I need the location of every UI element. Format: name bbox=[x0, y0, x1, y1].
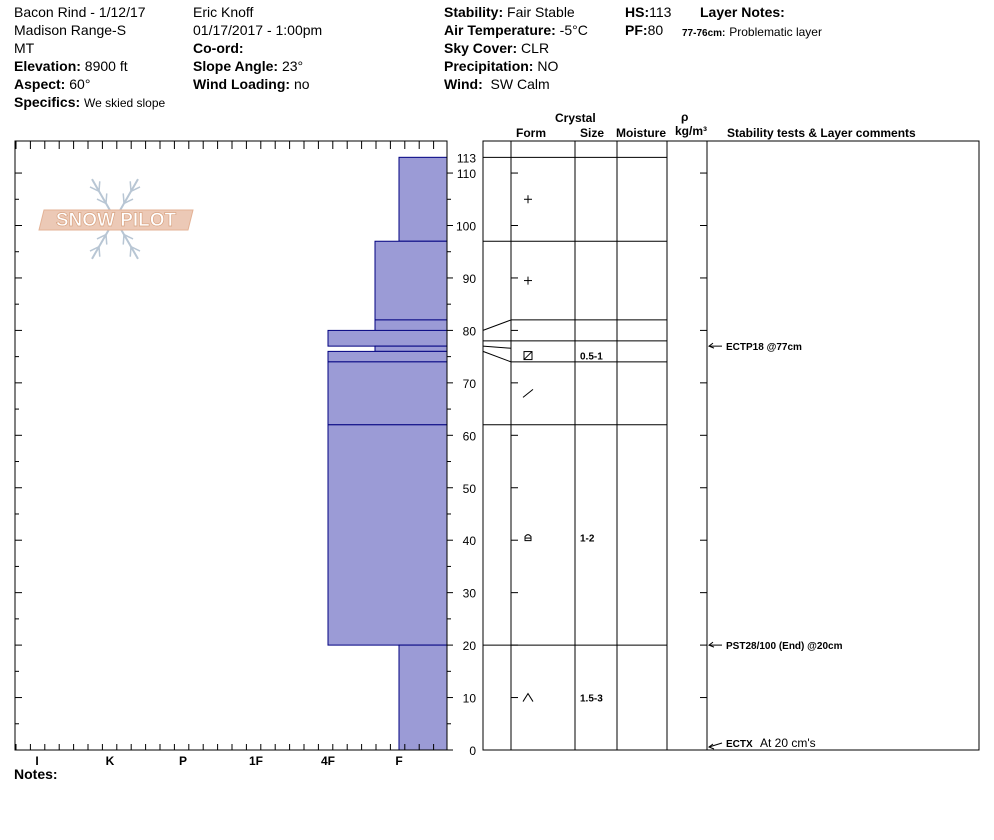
height-tick-label: 90 bbox=[462, 271, 476, 286]
stability-value: Fair Stable bbox=[507, 4, 575, 20]
hardness-layer bbox=[328, 362, 447, 425]
hardness-layer bbox=[328, 425, 447, 645]
hardness-tick-label: I bbox=[35, 754, 39, 768]
form-header: Form bbox=[516, 126, 546, 140]
layer-notes-label: Layer Notes: bbox=[700, 4, 785, 20]
form-symbol-slash bbox=[523, 389, 533, 397]
boundary-connector bbox=[483, 351, 511, 361]
test-result: PST28/100 (End) @20cm bbox=[726, 641, 843, 653]
layer-note-range: 77-76cm: bbox=[682, 28, 726, 39]
height-tick-label: 30 bbox=[462, 586, 476, 601]
observer: Eric Knoff bbox=[193, 4, 254, 20]
slope-value: 23° bbox=[281, 58, 304, 74]
datetime: 01/17/2017 - 1:00pm bbox=[193, 22, 323, 38]
state: MT bbox=[14, 40, 35, 56]
hardness-layer bbox=[328, 330, 447, 346]
hardness-layers bbox=[328, 157, 447, 750]
coord-label: Co-ord: bbox=[193, 40, 244, 56]
layer-note-text: Problematic layer bbox=[729, 25, 822, 39]
form-symbol-facet bbox=[524, 352, 532, 360]
test-result: ECTP18 @77cm bbox=[726, 342, 802, 354]
wind-loading-value: no bbox=[293, 76, 310, 92]
table-frame bbox=[483, 141, 979, 750]
wind-loading-label: Wind Loading: bbox=[193, 76, 291, 92]
test-result: ECTX bbox=[726, 739, 753, 750]
elevation-value: 8900 ft bbox=[84, 58, 128, 74]
snowflake-branch bbox=[130, 181, 131, 191]
height-tick-label: 60 bbox=[462, 429, 476, 444]
snowflake-branch bbox=[99, 181, 100, 191]
hs-label: HS: bbox=[625, 4, 650, 20]
air-temp-label: Air Temperature: bbox=[444, 22, 556, 38]
sky-label: Sky Cover: bbox=[444, 40, 518, 56]
elevation-label: Elevation: bbox=[14, 58, 81, 74]
density-unit-header: kg/m³ bbox=[675, 124, 708, 138]
form-symbol-depth-hoar bbox=[523, 694, 533, 702]
wind-value: SW Calm bbox=[490, 76, 550, 92]
snowflake-branch bbox=[106, 235, 107, 245]
stability-label: Stability: bbox=[444, 4, 504, 20]
precip-value: NO bbox=[537, 58, 559, 74]
air-temp-value: -5°C bbox=[559, 22, 588, 38]
hardness-layer bbox=[328, 351, 447, 361]
boundary-connector bbox=[483, 320, 511, 330]
height-tick-label: 113 bbox=[456, 151, 476, 166]
logo-text: SNOW PILOT bbox=[55, 210, 177, 231]
test-comment: At 20 cm's bbox=[760, 736, 816, 750]
wind-label: Wind: bbox=[444, 76, 483, 92]
rho-header: ρ bbox=[681, 110, 689, 124]
height-tick-label: 70 bbox=[462, 376, 476, 391]
location: Bacon Rind - 1/12/17 bbox=[14, 4, 146, 20]
height-tick-label: 100 bbox=[455, 219, 476, 234]
hardness-tick-label: F bbox=[395, 754, 403, 768]
sky-value: CLR bbox=[521, 40, 550, 56]
aspect-label: Aspect: bbox=[14, 76, 66, 92]
precip-label: Precipitation: bbox=[444, 58, 534, 74]
stability-tests-header: Stability tests & Layer comments bbox=[727, 126, 916, 140]
height-tick-label: 0 bbox=[469, 744, 476, 758]
crystal-size: 1-2 bbox=[580, 533, 595, 545]
hardness-tick-label: 4F bbox=[320, 754, 336, 768]
notes-label: Notes: bbox=[14, 766, 58, 782]
specifics-label: Specifics: bbox=[14, 94, 81, 110]
chart-frames bbox=[15, 141, 979, 750]
aspect-value: 60° bbox=[69, 76, 91, 92]
hardness-tick-label: 1F bbox=[248, 754, 264, 768]
range: Madison Range-S bbox=[14, 22, 127, 38]
height-tick-label: 110 bbox=[456, 167, 476, 182]
snowpilot-logo bbox=[39, 179, 193, 259]
slope-label: Slope Angle: bbox=[193, 58, 279, 74]
crystal-size: 1.5-3 bbox=[580, 693, 603, 705]
height-tick-label: 10 bbox=[462, 691, 476, 706]
pf-value: 80 bbox=[647, 22, 664, 38]
height-tick-label: 40 bbox=[462, 534, 476, 549]
hardness-tick-label: K bbox=[105, 754, 115, 768]
hardness-layer bbox=[375, 241, 447, 320]
moisture-header: Moisture bbox=[616, 126, 667, 140]
height-tick-label: 50 bbox=[462, 481, 476, 496]
hs-value: 113 bbox=[649, 4, 672, 20]
snowflake-branch bbox=[123, 235, 124, 245]
boundary-connector bbox=[483, 346, 511, 348]
crystal-size: 0.5-1 bbox=[580, 351, 603, 363]
snowflake-branch bbox=[130, 247, 131, 257]
height-tick-label: 20 bbox=[462, 639, 476, 654]
crystal-header: Crystal bbox=[555, 111, 596, 125]
hardness-layer bbox=[375, 346, 447, 351]
snowflake-branch bbox=[99, 247, 100, 257]
hardness-layer bbox=[399, 645, 447, 750]
height-tick-label: 80 bbox=[462, 324, 476, 339]
size-header: Size bbox=[580, 126, 605, 140]
specifics-value: We skied slope bbox=[84, 96, 166, 110]
hardness-tick-label: P bbox=[178, 754, 188, 768]
snowflake-branch bbox=[123, 193, 124, 203]
pf-label: PF: bbox=[625, 22, 648, 38]
hardness-layer bbox=[399, 157, 447, 241]
snowflake-branch bbox=[106, 193, 107, 203]
